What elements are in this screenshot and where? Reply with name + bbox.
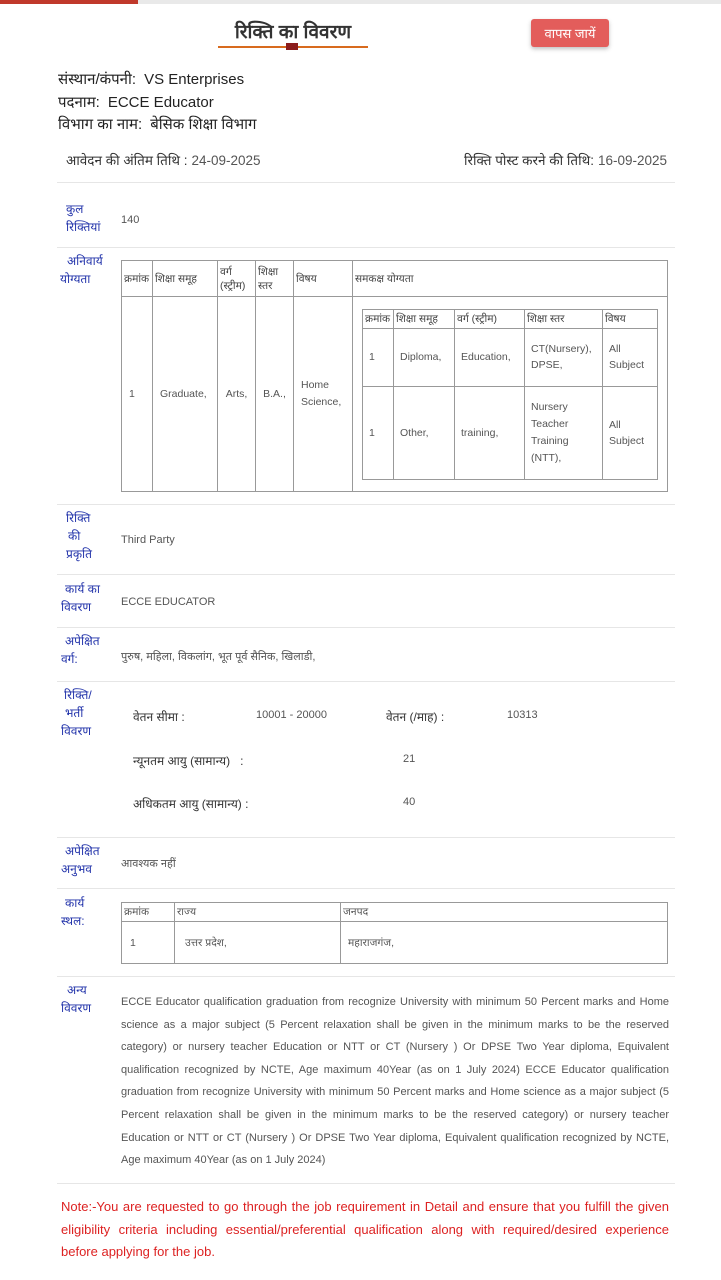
cell-stream: training,	[455, 386, 525, 479]
divider	[57, 627, 675, 628]
cell-stream: Arts,	[218, 297, 256, 492]
divider	[57, 504, 675, 505]
recruitment-label: रिक्ति/ भर्ती विवरण	[61, 688, 92, 738]
note-text: Note:-You are requested to go through the job requirement in Detail and ensure that you fulfill the given eligibility criteria including essential/preferential qualification along with required/desired experience before applying for the job.	[61, 1199, 669, 1259]
cell-subject: All Subject	[603, 328, 658, 386]
col-equivalent: समकक्ष योग्यता	[353, 261, 668, 297]
divider	[57, 976, 675, 977]
salary-label: वेतन (/माह) :	[386, 710, 445, 724]
post-row	[58, 92, 214, 112]
col-group: शिक्षा समूह	[153, 261, 218, 297]
table-row	[363, 386, 658, 479]
dept-label: विभाग का नाम:	[58, 116, 143, 133]
post-date	[464, 151, 667, 169]
col-subject: विषय	[603, 309, 658, 328]
job-desc-label: कार्य का विवरण	[61, 582, 100, 614]
cell-level: Nursery Teacher Training (NTT),	[525, 386, 603, 479]
cell-equivalent	[353, 297, 668, 492]
post-date-value: 16-09-2025	[597, 153, 668, 168]
page-title: रिक्ति का विवरण	[234, 22, 352, 43]
cell-district: महाराजगंज,	[341, 922, 668, 964]
col-level: शिक्षा स्तर	[256, 261, 294, 297]
top-progress-bar	[0, 0, 721, 4]
last-date	[66, 151, 261, 169]
title-ornament	[286, 43, 298, 50]
cell-group: Other,	[394, 386, 455, 479]
location-label: कार्य स्थल:	[61, 896, 85, 928]
qualification-table	[121, 260, 668, 492]
cell-sno: 1	[122, 922, 175, 964]
table-row	[363, 328, 658, 386]
table-header-row	[122, 903, 668, 922]
dept-row	[58, 114, 256, 134]
divider	[57, 574, 675, 575]
post-label: पदनाम:	[58, 94, 100, 111]
last-date-label: आवेदन की अंतिम तिथि :	[66, 153, 188, 168]
dept-value: बेसिक शिक्षा विभाग	[150, 116, 257, 133]
last-date-value: 24-09-2025	[191, 153, 261, 168]
other-label: अन्य विवरण	[61, 983, 92, 1015]
category-label: अपेक्षित वर्ग:	[61, 634, 100, 666]
experience-value: आवश्यक नहीं	[121, 858, 176, 870]
max-age-label: अधिकतम आयु (सामान्य) :	[133, 797, 249, 811]
col-state: राज्य	[175, 903, 341, 922]
col-district: जनपद	[341, 903, 668, 922]
col-sno: क्रमांक	[122, 261, 153, 297]
cell-group: Diploma,	[394, 328, 455, 386]
cell-sno: 1	[122, 297, 153, 492]
salary-range-label: वेतन सीमा :	[133, 710, 185, 724]
cell-level: CT(Nursery), DPSE,	[525, 328, 603, 386]
cell-group: Graduate,	[153, 297, 218, 492]
max-age-value: 40	[403, 796, 416, 808]
col-level: शिक्षा स्तर	[525, 309, 603, 328]
table-header-row	[363, 309, 658, 328]
col-stream: वर्ग (स्ट्रीम)	[218, 261, 256, 297]
company-label: संस्थान/कंपनी:	[58, 71, 137, 88]
cell-level: B.A.,	[256, 297, 294, 492]
back-button[interactable]: वापस जायें	[531, 19, 609, 47]
equivalent-table	[362, 309, 658, 480]
divider	[57, 681, 675, 682]
cell-state: उत्तर प्रदेश,	[175, 922, 341, 964]
cell-subject: Home Science,	[294, 297, 353, 492]
post-value: ECCE Educator	[107, 94, 214, 111]
col-stream: वर्ग (स्ट्रीम)	[455, 309, 525, 328]
qualification-label: अनिवार्य योग्यता	[60, 254, 103, 286]
nature-value: Third Party	[121, 534, 175, 546]
divider	[57, 888, 675, 889]
job-desc-value: ECCE EDUCATOR	[121, 596, 216, 608]
top-progress-segment	[0, 0, 138, 4]
vacancies-label: कुल रिक्तियां	[66, 202, 101, 234]
divider	[57, 247, 675, 248]
category-value: पुरुष, महिला, विकलांग, भूत पूर्व सैनिक, खिलाडी,	[121, 651, 316, 663]
cell-stream: Education,	[455, 328, 525, 386]
company-value: VS Enterprises	[144, 71, 245, 88]
salary-value: 10313	[507, 709, 538, 721]
cell-sno: 1	[363, 328, 394, 386]
location-table	[121, 902, 668, 964]
vacancies-value: 140	[121, 214, 140, 226]
experience-label: अपेक्षित अनुभव	[61, 844, 100, 876]
col-sno: क्रमांक	[363, 309, 394, 328]
other-details-text: ECCE Educator qualification graduation from recognize University with minimum 50 Percent marks and Home science as a major subject (5 Percent relaxation shall be given in the minimum marks to be the reserved category) or nursery teacher Education or NTT or CT (Nursery ) Or DPSE Two Year diploma, Equivalent qualification recognized by NCTE, Age maximum 40Year (as on 1 July 2024) ECCE Educator qualification graduation from recognize University with minimum 50 Percent marks and Home science as a major subject (5 Percent relaxation shall be given in the minimum marks to be the reserved category) or nursery teacher Education or NTT or CT (Nursery ) Or DPSE Two Year diploma, Equivalent qualification recognized by NCTE, Age maximum 40Year (as on 1 July 2024)	[121, 996, 669, 1167]
table-row	[122, 297, 668, 492]
divider	[57, 837, 675, 838]
col-sno: क्रमांक	[122, 903, 175, 922]
salary-range-value: 10001 - 20000	[256, 709, 327, 721]
post-date-label: रिक्ति पोस्ट करने की तिथि:	[464, 153, 594, 168]
table-header-row	[122, 261, 668, 297]
company-row	[58, 69, 244, 89]
nature-label: रिक्ति की प्रकृति	[66, 511, 92, 561]
page-header	[218, 18, 368, 44]
divider	[57, 182, 675, 183]
min-age-value: 21	[403, 753, 416, 765]
col-group: शिक्षा समूह	[394, 309, 455, 328]
col-subject: विषय	[294, 261, 353, 297]
divider	[57, 1183, 675, 1184]
table-row	[122, 922, 668, 964]
min-age-label: न्यूनतम आयु (सामान्य) :	[133, 754, 244, 768]
cell-sno: 1	[363, 386, 394, 479]
cell-subject: All Subject	[603, 386, 658, 479]
